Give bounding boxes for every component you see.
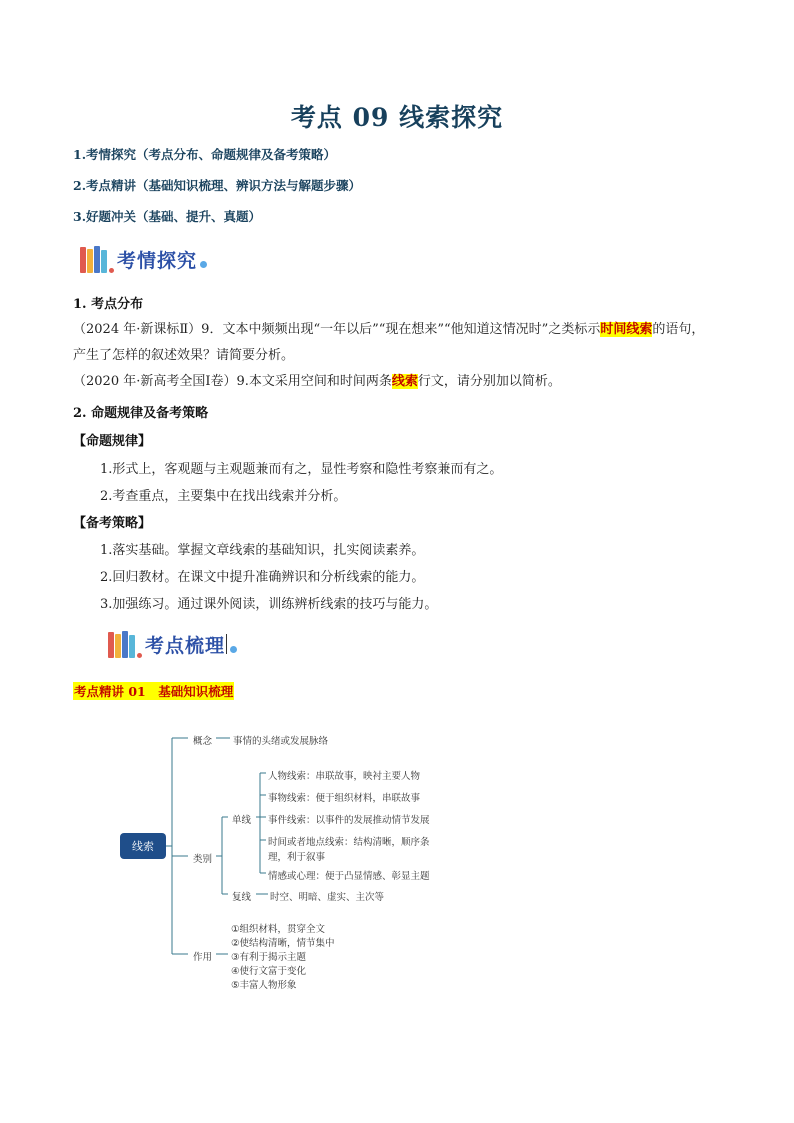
question-text: （2024 年·新课标Ⅱ）9．文本中频频出现“一年以后”“现在想来”“他知道这情况时”之类标示 (73, 322, 601, 337)
mindmap-single-item: 人物线索：串联故事，映衬主要人物 (268, 771, 421, 782)
rule-item: 2.考查重点，主要集中在找出线索并分析。 (100, 489, 347, 504)
mindmap-effect-item: ⑤丰富人物形象 (231, 980, 297, 991)
mindmap-single-item: 事件线索：以事件的发展推动情节发展 (268, 815, 430, 826)
highlight-time-clue: 时间线索 (600, 322, 653, 337)
section-heading-rules: 2. 命题规律及备考策略 (73, 406, 209, 421)
strategy-label: 【备考策略】 (73, 516, 152, 531)
rule-item: 1.形式上，客观题与主观题兼而有之，显性考察和隐性考察兼而有之。 (100, 462, 503, 477)
strategy-item: 2.回归教材。在课文中提升准确辨识和分析线索的能力。 (100, 570, 425, 585)
mindmap-single-item: 情感或心理：便于凸显情感、彰显主题 (268, 871, 430, 882)
mindmap-concept-text: 事情的头绪或发展脉络 (233, 736, 329, 747)
rules-label: 【命题规律】 (73, 434, 152, 449)
mindmap-root: 线索 (120, 833, 166, 859)
outline-item-3: 3.好题冲关（基础、提升、真题） (73, 209, 262, 224)
section-tag: 考点精讲 01 基础知识梳理 (74, 684, 234, 699)
question-text: 的语句， (652, 322, 705, 337)
strategy-item: 1.落实基础。掌握文章线索的基础知识，扎实阅读素养。 (100, 543, 425, 558)
question-text: 行文，请分别加以简析。 (417, 374, 561, 389)
question-2024-cont: 产生了怎样的叙述效果？请简要分析。 (73, 348, 295, 363)
mindmap-effect-item: ①组织材料，贯穿全文 (231, 924, 326, 935)
section-heading-distribution: 1. 考点分布 (73, 297, 144, 312)
mindmap-effect-label: 作用 (193, 952, 213, 963)
mindmap-category-label: 类别 (193, 854, 213, 865)
banner-title: 考点梳理 (145, 634, 226, 657)
mindmap-multi-label: 复线 (232, 892, 252, 903)
outline-item-2: 2.考点精讲（基础知识梳理、辨识方法与解题步骤） (73, 178, 362, 193)
mindmap-effect-item: ②使结构清晰，情节集中 (231, 938, 335, 949)
mindmap-single-item: 时间或者地点线索：结构清晰，顺序条 (268, 837, 430, 848)
strategy-item: 3.加强练习。通过课外阅读，训练辨析线索的技巧与能力。 (100, 597, 438, 612)
outline-item-1: 1.考情探究（考点分布、命题规律及备考策略） (73, 147, 337, 162)
question-text: （2020 年·新高考全国Ⅰ卷）9.本文采用空间和时间两条 (73, 374, 392, 389)
mindmap-effect-item: ④使行文富于变化 (231, 966, 307, 977)
mindmap-multi-text: 时空、明暗、虚实、主次等 (270, 892, 385, 903)
mindmap-effect-item: ③有利于揭示主题 (231, 952, 307, 963)
mindmap-concept-label: 概念 (193, 736, 213, 747)
mindmap-single-item: 事物线索：便于组织材料，串联故事 (268, 793, 421, 804)
banner-title: 考情探究 (117, 249, 198, 272)
page-title: 考点 09 线索探究 (290, 103, 504, 132)
mindmap-single-label: 单线 (232, 815, 252, 826)
highlight-clue: 线索 (391, 374, 418, 389)
mindmap-single-item-cont: 理，利于叙事 (268, 852, 326, 863)
